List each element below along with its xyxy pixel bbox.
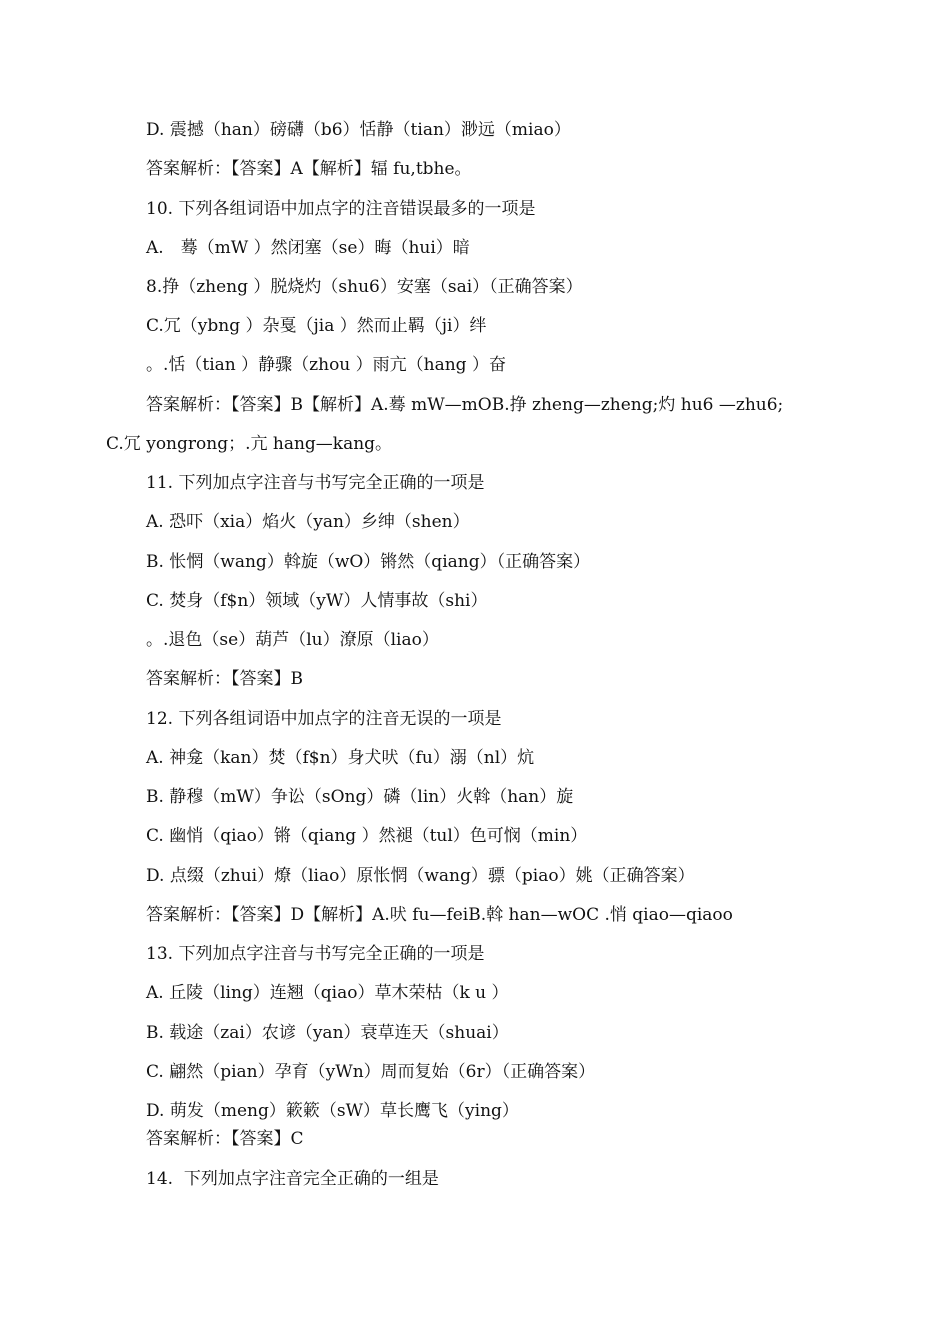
option-d-line: 。.恬（tian ）静骤（zhou ）雨亢（hang ）奋 xyxy=(146,355,506,375)
answer-explanation: 答案解析：【答案】B【解析】A.蓦 mW—mOB.挣 zheng—zheng;灼 hu6 —zhu6; xyxy=(146,395,784,415)
option-d-line: D. 萌发（meng）簌簌（sW）草长鹰飞（ying） xyxy=(146,1101,519,1121)
answer-explanation: 答案解析：【答案】B xyxy=(146,669,303,689)
option-b-line: B. 静穆（mW）争讼（sOng）磷（lin）火斡（han）旋 xyxy=(146,787,574,807)
answer-explanation: 答案解析：【答案】D【解析】A.吠 fu—feiB.斡 han—wOC .悄 qiao—qiaoo xyxy=(146,905,733,925)
option-a-line: A. 神龛（kan）焚（f$n）身犬吠（fu）溺（nl）炕 xyxy=(146,748,535,768)
option-c-line: C. 幽悄（qiao）锵（qiang ）然褪（tul）色可悯（min） xyxy=(146,826,588,846)
option-d-line: D. 震撼（han）磅礴（b6）恬静（tian）渺远（miao） xyxy=(146,120,571,140)
option-b-line: B. 载途（zai）农谚（yan）衰草连天（shuai） xyxy=(146,1023,509,1043)
option-c-line: C. 焚身（f$n）领域（yW）人情事故（shi） xyxy=(146,591,488,611)
answer-explanation-continued: C.冗 yongrong；.亢 hang—kang。 xyxy=(106,434,393,454)
question-13: 13. 下列加点字注音与书写完全正确的一项是 xyxy=(146,944,485,964)
question-11: 11. 下列加点字注音与书写完全正确的一项是 xyxy=(146,473,485,493)
option-b-line: 8.挣（zheng ）脱烧灼（shu6）安塞（sai）（正确答案） xyxy=(146,277,583,297)
option-a-line: A. 蓦（mW ）然闭塞（se）晦（hui）暗 xyxy=(146,238,470,258)
answer-explanation: 答案解析：【答案】C xyxy=(146,1129,304,1149)
option-c-line: C.冗（ybng ）杂戛（jia ）然而止羁（ji）绊 xyxy=(146,316,487,336)
option-d-line: 。.退色（se）葫芦（lu）潦原（liao） xyxy=(146,630,439,650)
answer-explanation: 答案解析：【答案】A【解析】辐 fu,tbhe。 xyxy=(146,159,472,179)
option-b-line: B. 怅惘（wang）斡旋（wO）锵然（qiang）（正确答案） xyxy=(146,552,591,572)
question-12: 12. 下列各组词语中加点字的注音无误的一项是 xyxy=(146,709,502,729)
option-a-line: A. 丘陵（ling）连翘（qiao）草木荣枯（k u ） xyxy=(146,983,509,1003)
option-c-line: C. 翩然（pian）孕育（yWn）周而复始（6r）（正确答案） xyxy=(146,1062,596,1082)
option-a-line: A. 恐吓（xia）焰火（yan）乡绅（shen） xyxy=(146,512,470,532)
question-14: 14. 下列加点字注音完全正确的一组是 xyxy=(146,1169,439,1189)
question-10: 10. 下列各组词语中加点字的注音错误最多的一项是 xyxy=(146,199,536,219)
option-d-line: D. 点缀（zhui）燎（liao）原怅惘（wang）骠（piao）姚（正确答案） xyxy=(146,866,695,886)
